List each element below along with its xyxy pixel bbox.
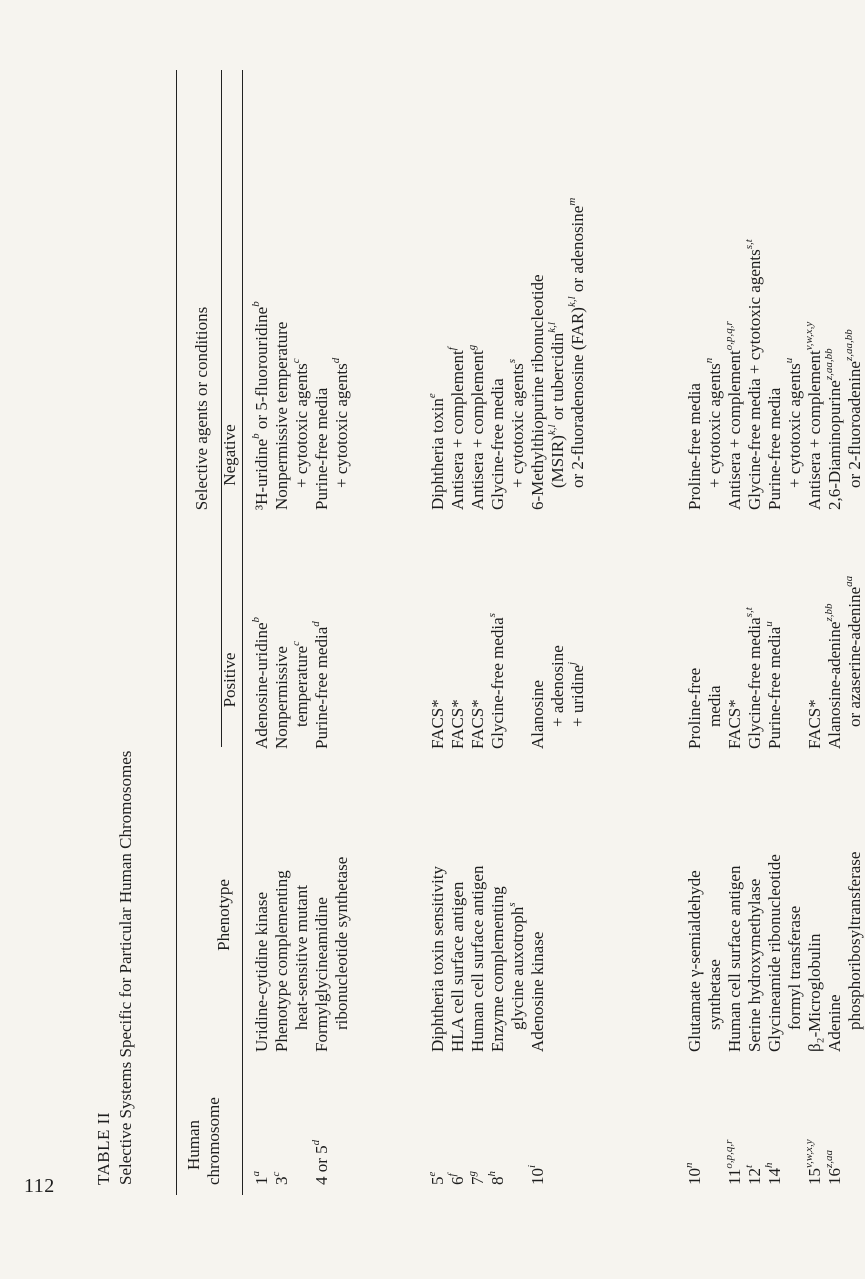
cell-line	[448, 613, 468, 749]
cell-text: synthetase	[705, 959, 724, 1030]
footnote-marker: s,t	[743, 239, 756, 250]
footnote-marker: h	[486, 1171, 499, 1177]
cell-text: 10	[528, 1168, 547, 1185]
cell-text: Enzyme complementing	[488, 886, 507, 1052]
cell-chrom	[428, 1165, 548, 1185]
footnote-marker: s	[506, 902, 519, 907]
cell-text: 14	[765, 1168, 784, 1185]
cell-line	[685, 576, 705, 749]
cell-line	[568, 198, 588, 510]
cell-text: Serine hydroxymethylase	[745, 878, 764, 1052]
footnote-marker: k,l	[546, 322, 559, 333]
cell-text: formyl transferase	[785, 905, 804, 1030]
cell-text: 11	[725, 1168, 744, 1185]
footnote-marker: o,p,q,r	[723, 1139, 736, 1169]
cell-text: FACS*	[805, 699, 824, 749]
cell-phen	[252, 857, 352, 1052]
footnote-marker: s,t	[743, 607, 756, 618]
cell-line	[705, 852, 725, 1052]
cell-pos	[252, 617, 332, 749]
cell-line	[805, 852, 825, 1052]
cell-line	[805, 1139, 825, 1185]
cell-text: Purine-free media	[312, 626, 331, 749]
footnote-marker: j	[566, 661, 579, 665]
cell-line	[312, 301, 332, 510]
footnote-marker: s	[486, 613, 499, 618]
header-negative: Negative	[220, 424, 239, 486]
cell-text: 5	[428, 1176, 447, 1185]
cell-text: FACS*	[448, 699, 467, 749]
cell-line	[685, 852, 705, 1052]
cell-line	[508, 198, 528, 510]
footnote-marker: h	[763, 1162, 776, 1168]
footnote-marker: n	[683, 1162, 696, 1168]
cell-text: Diphtheria toxin	[428, 398, 447, 510]
cell-line	[825, 239, 845, 510]
cell-line	[428, 198, 448, 510]
cell-line	[488, 613, 508, 749]
cell-line	[528, 613, 548, 749]
cell-text: ³H-uridine	[252, 438, 271, 510]
footnote-marker: g	[466, 1171, 479, 1177]
cell-line	[448, 198, 468, 510]
cell-line	[528, 1165, 548, 1185]
header-chromosome-line2: chromosome	[204, 1097, 223, 1185]
cell-line	[825, 1139, 845, 1185]
cell-text: Nonpermissive temperature	[272, 321, 291, 510]
footnote-marker: a	[250, 1171, 263, 1177]
cell-line	[332, 857, 352, 1052]
footnote-marker: i	[526, 1164, 539, 1168]
footnote-marker: m	[566, 197, 579, 206]
cell-line	[448, 866, 468, 1052]
cell-text: Human cell surface antigen	[725, 865, 744, 1052]
cell-text: FACS*	[725, 699, 744, 749]
cell-text: + adenosine	[548, 645, 567, 727]
footnote-marker: t	[743, 1164, 756, 1168]
cell-text: 16	[825, 1168, 844, 1185]
footnote-marker: d	[310, 621, 323, 627]
footnote-marker: v,w,x,y	[803, 321, 816, 351]
cell-line	[428, 866, 448, 1052]
cell-line	[468, 613, 488, 749]
cell-neg	[428, 198, 588, 510]
header-bottom-rule	[242, 70, 243, 1195]
header-chromosome	[184, 1097, 224, 1185]
cell-line	[468, 1165, 488, 1185]
cell-text: + cytotoxic agents	[508, 363, 527, 488]
cell-line	[745, 576, 765, 749]
cell-text: Glycineamide ribonucleotide	[765, 854, 784, 1052]
footnote-marker: e	[426, 393, 439, 399]
cell-text: + cytotoxic agents	[705, 363, 724, 488]
cell-line	[448, 1165, 468, 1185]
page-number: 112	[24, 1175, 55, 1197]
cell-line	[805, 239, 825, 510]
cell-chrom	[252, 1140, 332, 1185]
cell-line	[252, 301, 272, 510]
footnote-marker: d	[330, 357, 343, 364]
cell-line	[685, 1139, 705, 1185]
header-chromosome-line1: Human	[184, 1119, 203, 1171]
cell-line	[312, 1140, 332, 1185]
cell-text: HLA cell surface antigen	[448, 881, 467, 1052]
table-label: TABLE II	[94, 1112, 113, 1185]
cell-text: + cytotoxic agents	[292, 363, 311, 488]
cell-text: heat-sensitive mutant	[292, 885, 311, 1030]
cell-text: or 2-fluoradenosine (FAR)	[568, 307, 587, 488]
cell-text: + uridine	[568, 665, 587, 727]
cell-text: 12	[745, 1168, 764, 1185]
cell-line	[272, 301, 292, 510]
cell-line	[252, 1140, 272, 1185]
cell-text: 7	[468, 1176, 487, 1185]
cell-text: FACS*	[428, 699, 447, 749]
cell-line	[765, 1139, 785, 1185]
cell-line	[785, 852, 805, 1052]
cell-line	[428, 1165, 448, 1185]
cell-line	[292, 617, 312, 749]
cell-line	[705, 1139, 725, 1185]
footnote-marker: z,aa,bb	[843, 329, 856, 362]
cell-chrom	[685, 1139, 845, 1185]
footnote-marker: c	[290, 358, 303, 364]
cell-line	[845, 852, 865, 1052]
header-positive: Positive	[220, 652, 239, 708]
cell-line	[252, 617, 272, 749]
footnote-marker: b	[250, 301, 263, 307]
cell-text: Uridine-cytidine kinase	[252, 891, 271, 1052]
cell-line	[705, 576, 725, 749]
cell-text: 8	[488, 1176, 507, 1185]
cell-line	[805, 576, 825, 749]
cell-line	[725, 1139, 745, 1185]
cell-line	[488, 198, 508, 510]
cell-text: + cytotoxic agents	[785, 363, 804, 488]
footnote-marker: o,p,q,r	[723, 321, 736, 351]
cell-text: temperature	[292, 645, 311, 727]
footnote-marker: s	[506, 358, 519, 364]
cell-line	[548, 613, 568, 749]
cell-text: 3	[272, 1176, 291, 1185]
header-selective-agents: Selective agents or conditions	[192, 306, 211, 511]
cell-line	[468, 198, 488, 510]
cell-line	[825, 576, 845, 749]
cell-text: Antisera + complement	[805, 350, 824, 510]
cell-text: or tubercidin	[548, 332, 567, 425]
cell-line	[745, 239, 765, 510]
cell-text: 6-Methylthiopurine ribonucleotide	[528, 274, 547, 510]
cell-text: (MSIR)	[548, 435, 567, 488]
cell-text: Purine-free media	[312, 387, 331, 510]
cell-line	[685, 239, 705, 510]
cell-text: Glycine-free media	[745, 617, 764, 749]
cell-text: 6	[448, 1176, 467, 1185]
cell-neg	[685, 239, 865, 510]
cell-text: Antisera + complement	[725, 350, 744, 510]
cell-line	[745, 1139, 765, 1185]
cell-line	[292, 857, 312, 1052]
cell-text: Glycine-free media + cytotoxic agents	[745, 249, 764, 510]
cell-line	[292, 1140, 312, 1185]
cell-line	[468, 866, 488, 1052]
footnote-marker: f	[446, 347, 459, 351]
cell-line	[845, 239, 865, 510]
cell-line	[332, 301, 352, 510]
cell-text: or 2-fluoroadenine	[845, 361, 864, 488]
footnote-marker: b	[250, 433, 263, 439]
cell-text: Alanosine-adenine	[825, 621, 844, 749]
cell-phen	[428, 866, 548, 1052]
cell-text: 10	[685, 1168, 704, 1185]
cell-text: 1	[252, 1176, 271, 1185]
cell-text: Antisera + complement	[468, 350, 487, 510]
footnote-marker: c	[270, 1171, 283, 1177]
cell-text: Glycine-free media	[488, 617, 507, 749]
footnote-marker: k,l	[546, 424, 559, 436]
rotated-table-page	[80, 70, 864, 1195]
cell-text: phosphoribosyltransferase	[845, 851, 864, 1030]
cell-text: Adenine	[825, 994, 844, 1052]
cell-line	[488, 1165, 508, 1185]
cell-neg	[252, 301, 352, 510]
cell-line	[508, 866, 528, 1052]
cell-text: Alanosine	[528, 680, 547, 749]
cell-pos	[428, 613, 588, 749]
cell-line	[845, 576, 865, 749]
cell-line	[785, 576, 805, 749]
footnote-marker: e	[426, 1171, 439, 1177]
cell-line	[312, 617, 332, 749]
cell-text: 4 or 5	[312, 1145, 331, 1185]
cell-text: Glycine-free media	[488, 378, 507, 510]
cell-text: Antisera + complement	[448, 350, 467, 510]
footnote-marker: n	[703, 357, 716, 364]
cell-text: β₂-Microglobulin	[805, 933, 824, 1052]
cell-text: Purine-free media	[765, 626, 784, 749]
cell-text: glycine auxotroph	[508, 906, 527, 1030]
cell-line	[528, 198, 548, 510]
cell-text: Proline-free	[685, 667, 704, 749]
cell-text: 2,6-Diaminopurine	[825, 380, 844, 510]
cell-line	[705, 239, 725, 510]
cell-line	[548, 198, 568, 510]
table-title: Selective Systems Specific for Particular Human Chromosomes	[116, 750, 135, 1185]
header-phenotype: Phenotype	[214, 879, 233, 951]
cell-pos	[685, 576, 865, 749]
cell-line	[725, 576, 745, 749]
cell-line	[725, 239, 745, 510]
cell-text: 15	[805, 1168, 824, 1185]
cell-text: Adenosine kinase	[528, 931, 547, 1052]
cell-line	[825, 852, 845, 1052]
cell-text: Phenotype complementing	[272, 870, 291, 1052]
cell-text: Nonpermissive	[272, 646, 291, 749]
footnote-marker: k,l	[566, 296, 579, 308]
cell-line	[785, 239, 805, 510]
cell-line	[272, 617, 292, 749]
cell-line	[508, 613, 528, 749]
footnote-marker: z,aa	[823, 1149, 836, 1168]
cell-text: or azaserine-adenine	[845, 586, 864, 727]
cell-line	[528, 866, 548, 1052]
cell-line	[272, 1140, 292, 1185]
footnote-marker: z,bb	[823, 603, 836, 622]
cell-text: or adenosine	[568, 205, 587, 297]
cell-text: Formylglycineamidine	[312, 897, 331, 1052]
cell-text: + cytotoxic agents	[332, 363, 351, 488]
cell-line	[785, 1139, 805, 1185]
footnote-marker: b	[250, 616, 263, 623]
footnote-marker: v,w,x,y	[803, 1139, 816, 1168]
cell-line	[292, 301, 312, 510]
cell-line	[568, 613, 588, 749]
footnote-marker: u	[763, 621, 776, 627]
cell-text: Purine-free media	[765, 387, 784, 510]
cell-text: ribonucleotide synthetase	[332, 856, 351, 1030]
cell-text: Glutamate γ-semialdehyde	[685, 870, 704, 1052]
footnote-marker: g	[466, 344, 479, 351]
cell-line	[312, 857, 332, 1052]
cell-phen	[685, 852, 865, 1052]
cell-line	[252, 857, 272, 1052]
footnote-marker: z,aa,bb	[823, 348, 836, 381]
cell-line	[488, 866, 508, 1052]
cell-line	[745, 852, 765, 1052]
cell-line	[272, 857, 292, 1052]
footnote-marker: d	[310, 1139, 323, 1146]
footnote-marker: f	[446, 1173, 459, 1177]
cell-text: Diphtheria toxin sensitivity	[428, 865, 447, 1052]
cell-line	[428, 613, 448, 749]
cell-line	[765, 852, 785, 1052]
cell-text: FACS*	[468, 699, 487, 749]
footnote-marker: u	[783, 357, 796, 364]
footnote-marker: aa	[843, 575, 856, 587]
cell-line	[508, 1165, 528, 1185]
cell-text: or 5-fluorouridine	[252, 306, 271, 434]
cell-line	[765, 239, 785, 510]
cell-text: Proline-free media	[685, 383, 704, 510]
table-top-rule	[176, 70, 177, 1195]
cell-line	[725, 852, 745, 1052]
footnote-marker: c	[290, 640, 303, 646]
cell-text: Human cell surface antigen	[468, 865, 487, 1052]
cell-line	[765, 576, 785, 749]
cell-text: Adenosine-uridine	[252, 622, 271, 749]
cell-text: media	[705, 685, 724, 727]
